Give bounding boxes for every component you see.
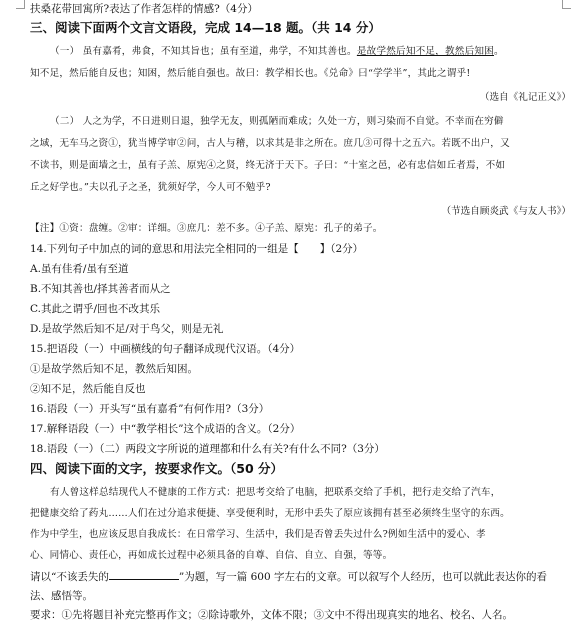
- passage-1-punct: 。: [493, 46, 504, 57]
- underlined-sentence: 是故学然后知不足，教然后知困: [356, 46, 494, 57]
- passage-2-line-1: （二） 人之为学，不日进则日退，独学无友，则孤陋而难成；久处一方，则习染而不自觉。不幸而在穷僻: [50, 116, 504, 127]
- essay-prompt-line-3: 作为中学生，也应该反思自我成长：在日常学习、生活中，我们是否曾丢失过什么?例如生活中的爱心、孝: [30, 529, 486, 540]
- passage-1-line-1: [50, 45, 504, 59]
- passage-2-line-4: 丘之好学也。”夫以孔子之圣，犹须好学，今人可不勉乎?: [30, 182, 271, 193]
- question-14-option-a: A.虽有佳肴/虽有至道: [30, 263, 129, 275]
- question-15: 15.把语段（一）中画横线的句子翻译成现代汉语。（4分）: [30, 343, 301, 355]
- essay-title-instruction: [30, 569, 547, 584]
- essay-prompt-line-2: 把健康交给了药丸……人们在过分追求便捷、享受便利时，无形中丢失了原应该拥有甚至必须终生坚守的东西。: [30, 508, 510, 519]
- question-16: 16.语段（一）开头写“虽有嘉肴”有何作用?（3分）: [30, 403, 270, 415]
- essay-instruction-line-2: 法、感悟等。: [30, 590, 93, 602]
- annotation-note: 【注】①资：盘缠。②审：详细。③庶几：差不多。④子羔、原宪：孔子的弟子。: [30, 223, 383, 234]
- essay-title-suffix: ”为题，写一篇 600 字左右的文章。可以叙写个人经历，也可以就此表达你的看: [178, 571, 547, 583]
- essay-title-prefix: 请以“不该丢失的: [30, 571, 109, 583]
- essay-requirements: 要求：①先将题目补充完整再作文；②除诗歌外，文体不限；③文中不得出现真实的地名、校名、人名。: [30, 609, 513, 621]
- essay-prompt-line-1: 有人曾这样总结现代人不健康的工作方式：把思考交给了电脑，把联系交给了手机，把行走交给了汽车，: [50, 487, 501, 498]
- margin-mark-left: [16, 0, 25, 9]
- passage-2-source: （节选自顾炎武《与友人书》）: [441, 206, 571, 217]
- essay-title-blank: [109, 569, 179, 580]
- passage-1-line-2: 知不足，然后能自反也；知困，然后能自强也。故曰：教学相长也。《兑命》曰“学学半”，其此之谓乎!: [30, 68, 471, 79]
- passage-1-text: （一） 虽有嘉肴，弗食，不知其旨也；虽有至道，弗学，不知其善也。: [50, 46, 357, 57]
- question-14-option-c: C.其此之谓乎/回也不改其乐: [30, 303, 161, 315]
- question-14-option-d: D.是故学然后知不足/对于鸟父，则是无礼: [30, 323, 224, 335]
- question-14-option-b: B.不知其善也/择其善者而从之: [30, 283, 171, 295]
- question-18: 18.语段（一）（二）两段文字所说的道理都和什么有关?有什么不同?（3分）: [30, 443, 385, 455]
- essay-prompt-line-4: 心、同情心、责任心，再如成长过程中必须具备的自尊、自信、自立、自强，等等。: [30, 550, 393, 561]
- margin-mark-right: [562, 0, 571, 9]
- question-15-item-1: ①是故学然后知不足，教然后知困。: [30, 363, 198, 375]
- question-17: 17.解释语段（一）中“教学相长”这个成语的含义。（2分）: [30, 423, 301, 435]
- passage-2-line-2: 之域，无车马之资①，犹当博学审②问，古人与稽，以求其是非之所在。庶几③可得十之五六。若既不出户，又: [30, 138, 510, 149]
- question-14: 14.下列句子中加点的词的意思和用法完全相同的一组是【 】（2分）: [30, 243, 364, 255]
- section-4-heading: 四、阅读下面的文字，按要求作文。（50 分）: [30, 461, 283, 476]
- passage-1-source: （选自《礼记正义》）: [479, 92, 571, 103]
- passage-2-line-3: 不读书，则是面墙之士，虽有子羔、原宪④之贤，终无济于天下。子曰：“十室之邑，必有忠信如丘者焉，不如: [30, 160, 506, 171]
- section-3-heading: 三、阅读下面两个文言文语段，完成 14—18 题。（共 14 分）: [30, 20, 381, 35]
- question-15-item-2: ②知不足，然后能自反也: [30, 383, 146, 395]
- prev-question-tail: 扶桑花带回寓所?表达了作者怎样的情感?（4分）: [30, 3, 258, 15]
